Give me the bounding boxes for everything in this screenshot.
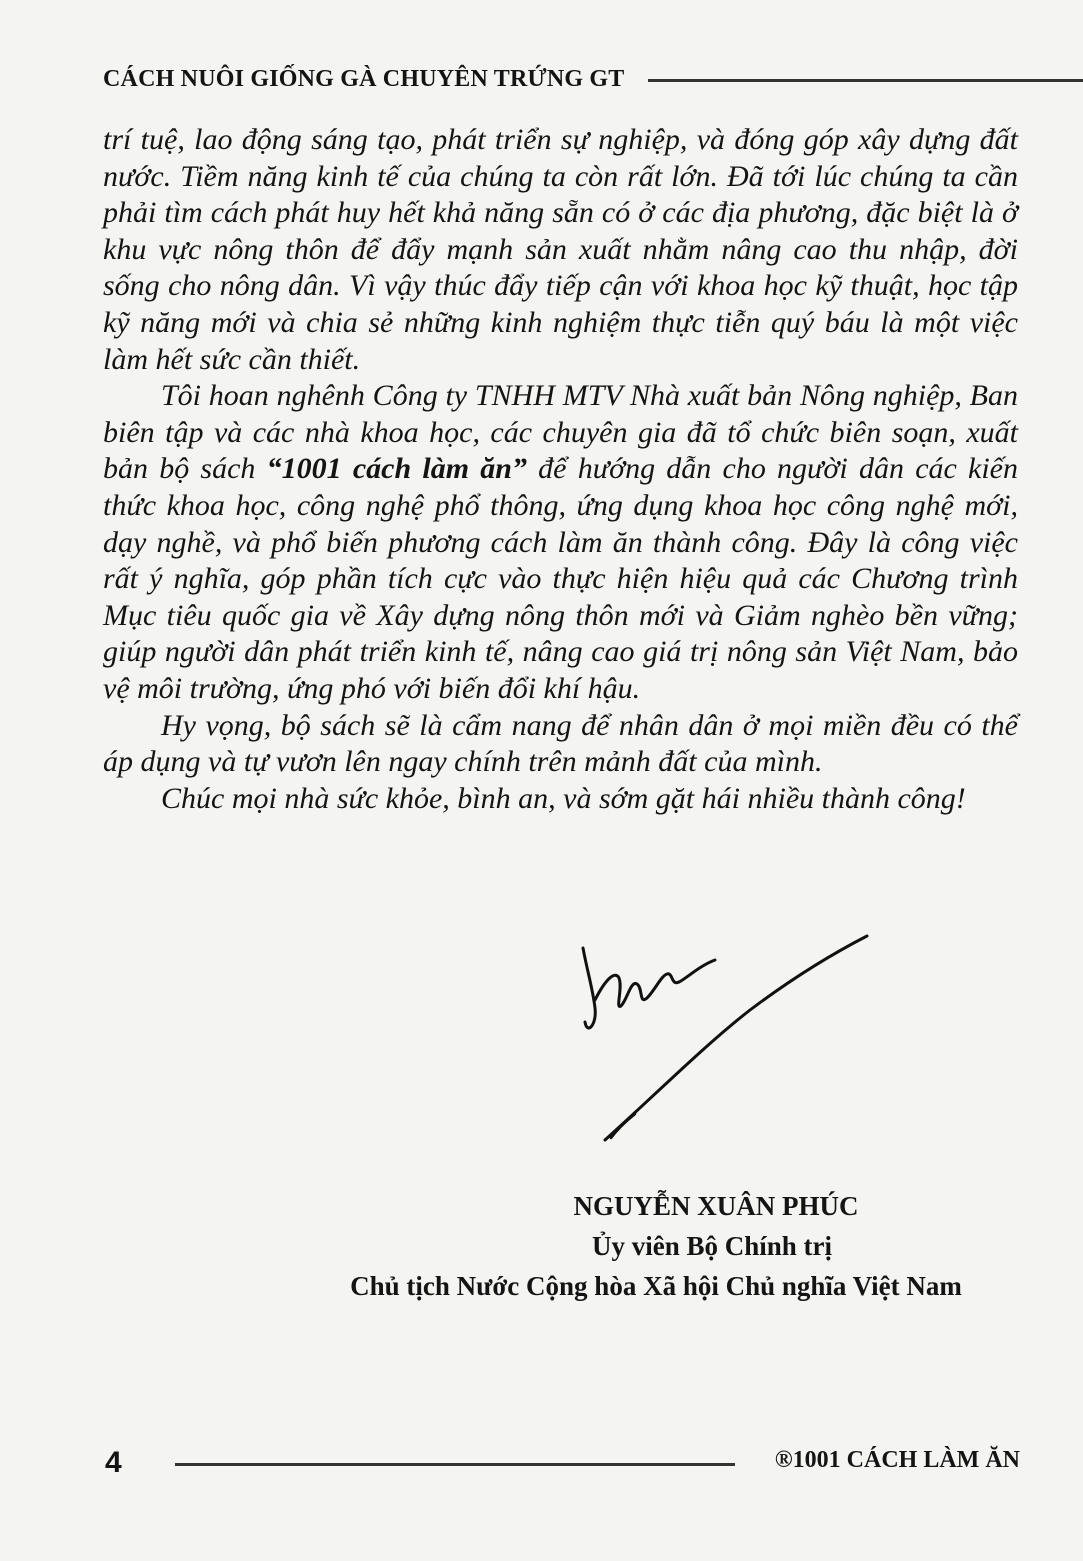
footer-rule xyxy=(175,1463,735,1466)
signatory-name: NGUYỄN XUÂN PHÚC xyxy=(573,1191,859,1221)
paragraph-3: Hy vọng, bộ sách sẽ là cẩm nang để nhân dân ở mọi miền đều có thể áp dụng và tự vươn lên ngay chính trên mảnh đất của mình. xyxy=(103,708,1018,779)
handwritten-signature xyxy=(575,930,875,1160)
paragraph-2-text-start: Tôi hoan nghênh Công ty TNHH MTV Nhà xuất bản Nông nghiệp, Ban biên tập và các nhà khoa học, các chuyên gia đã tổ chức biên soạn, xuất bản bộ sách xyxy=(103,379,1018,486)
signature-block xyxy=(300,1186,1012,1306)
running-header-title: CÁCH NUÔI GIỐNG GÀ CHUYÊN TRỨNG GT xyxy=(103,66,625,92)
paragraph-2-text-end: để hướng dẫn cho người dân các kiến thức khoa học, công nghệ phổ thông, ứng dụng khoa học công nghệ mới, dạy nghề, và phổ biến phương cách làm ăn thành công. Đây là công việc rất ý nghĩa, góp phần tích cực vào thực hiện hiệu quả các Chương trình Mục tiêu quốc gia về Xây dựng nông thôn mới và Giảm nghèo bền vững; giúp người dân phát triển kinh tế, nâng cao giá trị nông sản Việt Nam, bảo vệ môi trường, ứng phó với biến đổi khí hậu. xyxy=(103,452,1019,705)
header-rule xyxy=(648,79,1083,82)
paragraph-1: trí tuệ, lao động sáng tạo, phát triển sự nghiệp, và đóng góp xây dựng đất nước. Tiềm năng kinh tế của chúng ta còn rất lớn. Đã tới lúc chúng ta cần phải tìm cách phát huy hết khả năng sẵn có ở các địa phương, đặc biệt là ở khu vực nông thôn để đẩy mạnh sản xuất nhằm nâng cao thu nhập, đời sống cho nông dân. Vì vậy thúc đẩy tiếp cận với khoa học kỹ thuật, học tập kỹ năng mới và chia sẻ những kinh nghiệm thực tiễn quý báu là một việc làm hết sức cần thiết. xyxy=(103,123,1018,376)
paragraph-2 xyxy=(103,378,1018,707)
page-number: 4 xyxy=(105,1446,122,1479)
signatory-title-2: Chủ tịch Nước Cộng hòa Xã hội Chủ nghĩa Việt Nam xyxy=(350,1271,962,1301)
book-series-title: “1001 cách làm ăn” xyxy=(266,452,527,486)
signatory-title-1: Ủy viên Bộ Chính trị xyxy=(591,1231,833,1261)
series-footer: ®1001 CÁCH LÀM ĂN xyxy=(774,1447,1020,1473)
letter-body xyxy=(103,122,1018,817)
paragraph-4: Chúc mọi nhà sức khỏe, bình an, và sớm gặt hái nhiều thành công! xyxy=(161,781,966,815)
